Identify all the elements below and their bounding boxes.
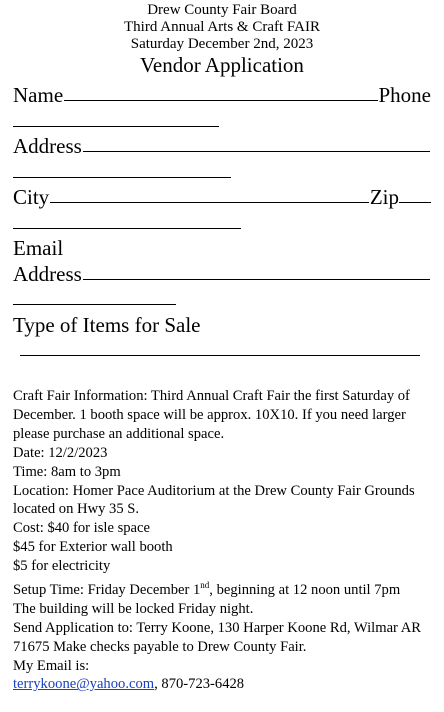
- event-name: Third Annual Arts & Craft FAIR: [124, 19, 320, 35]
- info-intro: Craft Fair Information: Third Annual Craft Fair the first Saturday of December. 1 booth space will be approx. 10X10. If you need larger please purchase an additional space.: [13, 388, 410, 442]
- items-field[interactable]: [20, 338, 420, 356]
- info-location: Location: Homer Pace Auditorium at the Drew County Fair Grounds located on Hwy 35 S.: [13, 482, 415, 518]
- address-field-continued[interactable]: [13, 160, 231, 178]
- items-row-2: [13, 338, 431, 364]
- name-row: [13, 83, 431, 109]
- name-label: Name: [13, 83, 64, 107]
- info-email-heading: My Email is:: [13, 657, 90, 674]
- contact-phone: , 870-723-6428: [154, 676, 245, 693]
- email-address-row: [13, 262, 431, 288]
- items-label: Type of Items for Sale: [13, 312, 201, 337]
- zip-label: Zip: [369, 185, 399, 209]
- page-title: Vendor Application: [140, 53, 304, 77]
- setup-text-end: , beginning at 12 noon until 7pm: [209, 581, 401, 598]
- setup-suffix-ordinal: nd: [200, 580, 210, 591]
- email-label: Email: [13, 236, 64, 260]
- info-cost-wall: $45 for Exterior wall booth: [13, 539, 173, 556]
- info-cost-electricity: $5 for electricity: [13, 558, 111, 575]
- zip-field[interactable]: [399, 185, 431, 203]
- header: [0, 0, 444, 78]
- org-name: Drew County Fair Board: [147, 2, 297, 18]
- info-cost-isle: Cost: $40 for isle space: [13, 520, 150, 537]
- city-label: City: [13, 185, 50, 209]
- info-send: Send Application to: Terry Koone, 130 Harper Koone Rd, Wilmar AR 71675 Make checks payable to Drew County Fair.: [13, 619, 422, 655]
- fair-information: [13, 387, 436, 694]
- application-form: [13, 83, 431, 364]
- info-contact: [13, 675, 436, 694]
- city-field[interactable]: [50, 185, 369, 203]
- items-row: [13, 313, 431, 339]
- info-time: Time: 8am to 3pm: [13, 463, 121, 480]
- info-date: Date: 12/2/2023: [13, 444, 108, 461]
- email-row-2: [13, 287, 431, 313]
- phone-row: [13, 109, 431, 135]
- city-row-2: [13, 211, 431, 237]
- setup-text: Setup Time: Friday December 1: [13, 581, 201, 598]
- info-setup: [13, 576, 436, 600]
- email-address-label: Address: [13, 261, 82, 286]
- address-row: [13, 134, 431, 160]
- phone-label: Phone: [378, 83, 431, 107]
- email-field-continued[interactable]: [13, 287, 176, 305]
- city-field-continued[interactable]: [13, 211, 241, 229]
- info-locked: The building will be locked Friday night.: [13, 600, 254, 617]
- phone-field[interactable]: [13, 109, 219, 127]
- email-row: [13, 236, 431, 262]
- city-row: [13, 185, 431, 211]
- email-address-field[interactable]: [83, 262, 430, 280]
- address-label: Address: [13, 134, 82, 158]
- address-field[interactable]: [83, 134, 430, 152]
- email-link[interactable]: terrykoone@yahoo.com: [13, 676, 155, 693]
- name-field[interactable]: [64, 83, 377, 101]
- event-date: Saturday December 2nd, 2023: [130, 36, 314, 52]
- address-row-2: [13, 160, 431, 186]
